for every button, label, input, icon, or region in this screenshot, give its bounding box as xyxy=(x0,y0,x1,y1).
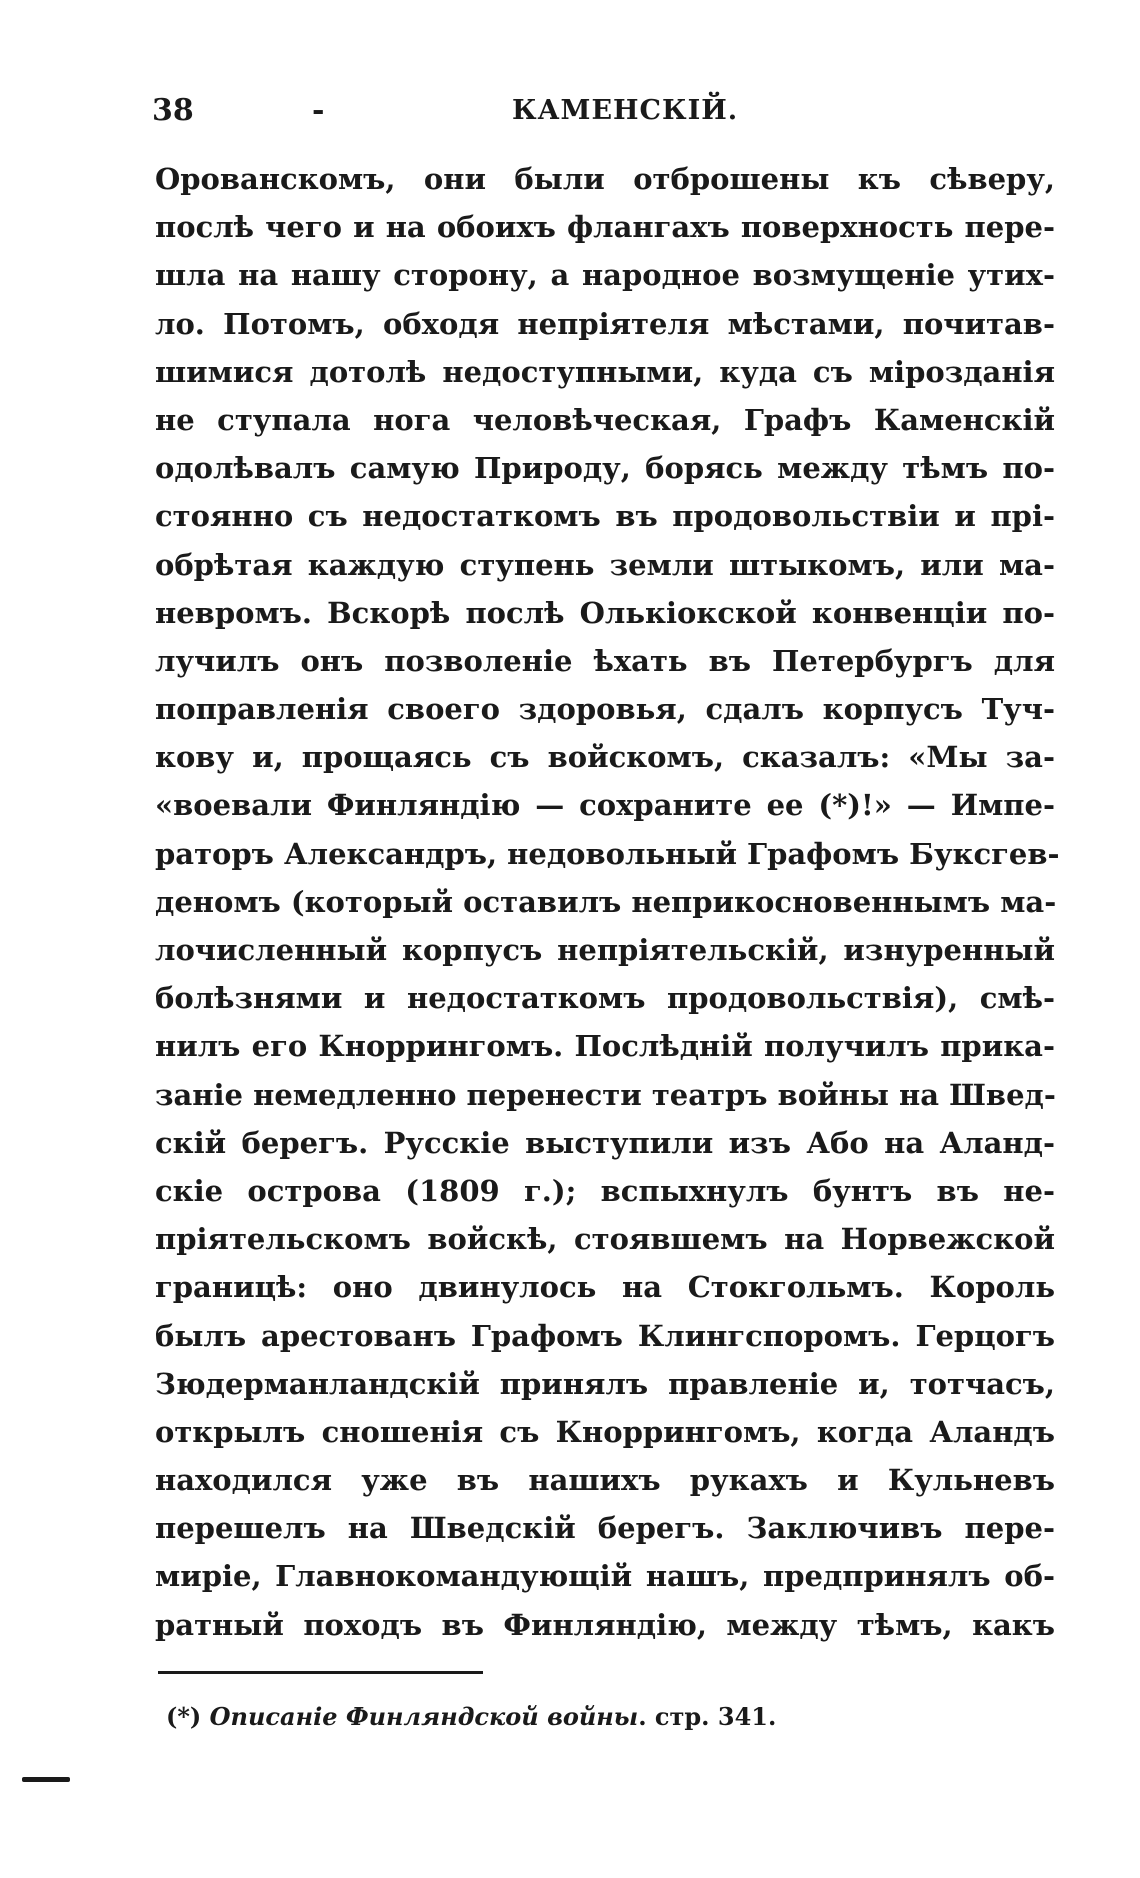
text-line: открылъ сношенія съ Кноррингомъ, когда Аландъ xyxy=(155,1414,1055,1449)
text-line: пріятельскомъ войскѣ, стоявшемъ на Норвежской xyxy=(155,1222,1055,1257)
margin-ink-mark xyxy=(22,1777,70,1782)
text-line: лочисленный корпусъ непріятельскій, изнуренный xyxy=(155,933,1055,967)
text-line: лучилъ онъ позволеніе ѣхать въ Петербургъ для xyxy=(155,643,1055,678)
text-line: раторъ Александръ, недовольный Графомъ Буксгев- xyxy=(155,836,1060,871)
text-line: одолѣвалъ самую Природу, борясь между тѣмъ по- xyxy=(155,451,1055,486)
page-number: 38 xyxy=(152,93,194,128)
page-header xyxy=(152,93,1052,133)
footnote-page-ref: . стр. 341. xyxy=(638,1702,777,1731)
text-line: послѣ чего и на обоихъ флангахъ поверхность пере- xyxy=(155,210,1055,245)
text-line: миріе, Главнокомандующій нашъ, предпринялъ об- xyxy=(155,1559,1055,1594)
text-line: ло. Потомъ, обходя непріятеля мѣстами, почитав- xyxy=(155,306,1055,341)
text-line: Зюдерманландскій принялъ правленіе и, тотчасъ, xyxy=(155,1366,1055,1401)
text-line: находился уже въ нашихъ рукахъ и Кульневъ xyxy=(155,1463,1055,1498)
text-line: стоянно съ недостаткомъ въ продовольствіи и прі- xyxy=(155,499,1055,534)
text-line: болѣзнями и недостаткомъ продовольствія), смѣ- xyxy=(155,981,1055,1016)
text-line: шимися дотолѣ недоступными, куда съ мірозданія xyxy=(155,354,1055,389)
text-line: границѣ: оно двинулось на Стокгольмъ. Король xyxy=(155,1270,1055,1305)
text-line: поправленія своего здоровья, сдалъ корпусъ Туч- xyxy=(155,692,1055,727)
text-line: нилъ его Кноррингомъ. Послѣдній получилъ прика- xyxy=(155,1029,1055,1064)
body-text xyxy=(155,155,1060,1649)
text-line: невромъ. Вскорѣ послѣ Олькіокской конвенціи по- xyxy=(155,595,1055,630)
footnote-marker: (*) xyxy=(166,1702,202,1731)
footnote-source-title: Описаніе Финляндской войны xyxy=(209,1702,639,1731)
text-line: кову и, прощаясь съ войскомъ, сказалъ: «Мы за- xyxy=(155,740,1055,775)
text-line: деномъ (который оставилъ неприкосновеннымъ ма- xyxy=(155,884,1057,919)
text-line: былъ арестованъ Графомъ Клингспоромъ. Герцогъ xyxy=(155,1318,1055,1353)
header-dash: - xyxy=(312,93,325,128)
text-line: скіе острова (1809 г.); вспыхнулъ бунтъ въ не- xyxy=(155,1173,1055,1208)
text-line: Орованскомъ, они были отброшены къ сѣверу, xyxy=(155,162,1055,196)
text-line: не ступала нога человѣческая, Графъ Каменскій xyxy=(155,402,1055,437)
text-line: обрѣтая каждую ступень земли штыкомъ, или ма- xyxy=(155,547,1055,582)
text-line: скій берегъ. Русскіе выступили изъ Або на Аланд- xyxy=(155,1125,1055,1160)
running-title: КАМЕНСКІЙ. xyxy=(512,95,739,126)
text-line: «воевали Финляндію — сохраните ее (*)!» — Импе- xyxy=(155,788,1055,823)
text-line: заніе немедленно перенести театръ войны на Швед- xyxy=(155,1077,1056,1112)
text-line: перешелъ на Шведскій берегъ. Заключивъ пере- xyxy=(155,1511,1055,1546)
footnote-divider xyxy=(158,1671,483,1674)
text-line: ратный походъ въ Финляндію, между тѣмъ, какъ xyxy=(155,1607,1055,1642)
footnote xyxy=(166,1702,776,1731)
text-line: шла на нашу сторону, а народное возмущеніе утих- xyxy=(155,258,1055,293)
